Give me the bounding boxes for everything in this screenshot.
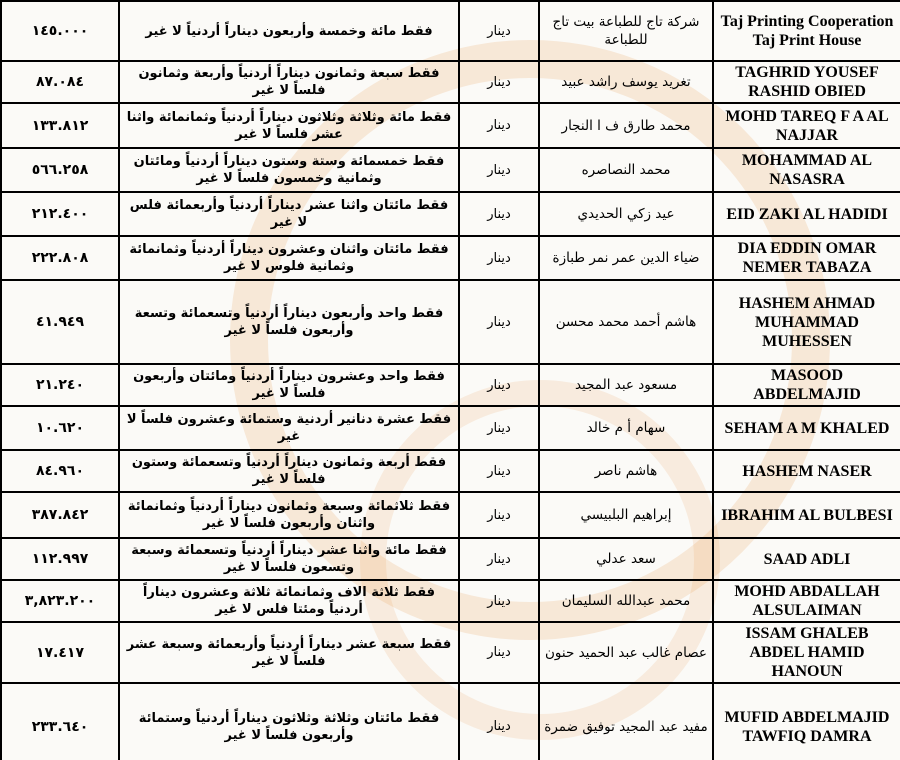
amount-in-words-cell: فقط خمسمائة وستة وستون ديناراً أردنياً ومائتان وثمانية وخمسون فلساً لا غير: [119, 148, 459, 192]
amount-in-words-cell: فقط مائتان وثلاثة وثلاثون ديناراً أردنياً وستمائة وأربعون فلساً لا غير: [119, 683, 459, 760]
currency-cell: دينار: [459, 148, 539, 192]
table-row: [1, 538, 900, 580]
amount-in-words-cell: فقط سبعة عشر ديناراً أردنياً وأربعمائة وسبعة عشر فلساً لا غير: [119, 622, 459, 683]
arabic-name-cell: محمد عبدالله السليمان: [539, 580, 713, 622]
amount-in-words-cell: فقط مائتان واثنا عشر ديناراً أردنياً وأربعمائة فلس لا غير: [119, 192, 459, 236]
amount-in-words-cell: فقط عشرة دنانير أردنية وستمائة وعشرون فلساً لا غير: [119, 406, 459, 450]
arabic-name-cell: تغريد يوسف راشد عبيد: [539, 61, 713, 103]
currency-cell: دينار: [459, 406, 539, 450]
english-name-cell: MOHD TAREQ F A AL NAJJAR: [713, 103, 900, 148]
table-row: [1, 683, 900, 760]
currency-cell: دينار: [459, 580, 539, 622]
table-row: [1, 450, 900, 492]
table-row: [1, 406, 900, 450]
currency-cell: دينار: [459, 364, 539, 406]
amount-cell: ٤١.٩٤٩: [1, 280, 119, 364]
arabic-name-cell: إبراهيم البلبيسي: [539, 492, 713, 538]
arabic-name-cell: عصام غالب عبد الحميد حنون: [539, 622, 713, 683]
currency-cell: دينار: [459, 192, 539, 236]
currency-cell: دينار: [459, 280, 539, 364]
amount-cell: ١١٢.٩٩٧: [1, 538, 119, 580]
english-name-cell: HASHEM AHMAD MUHAMMAD MUHESSEN: [713, 280, 900, 364]
currency-cell: دينار: [459, 622, 539, 683]
currency-cell: دينار: [459, 61, 539, 103]
amount-in-words-cell: فقط مائة وخمسة وأربعون ديناراً أردنياً لا غير: [119, 1, 459, 61]
english-name-cell: MOHAMMAD AL NASASRA: [713, 148, 900, 192]
amount-cell: ١٠.٦٢٠: [1, 406, 119, 450]
english-name-cell: SEHAM A M KHALED: [713, 406, 900, 450]
amount-in-words-cell: فقط مائتان واثنان وعشرون ديناراً أردنياً وثمانمائة وثمانية فلوس لا غير: [119, 236, 459, 280]
arabic-name-cell: سهام أ م خالد: [539, 406, 713, 450]
table-row: [1, 622, 900, 683]
amount-in-words-cell: فقط ثلاثة الاف وثمانمائة ثلاثة وعشرون ديناراً أردنياً ومئتا فلس لا غير: [119, 580, 459, 622]
arabic-name-cell: عيد زكي الحديدي: [539, 192, 713, 236]
english-name-cell: HASHEM NASER: [713, 450, 900, 492]
amount-in-words-cell: فقط أربعة وثمانون ديناراً أردنياً وتسعمائة وستون فلساً لا غير: [119, 450, 459, 492]
arabic-name-cell: محمد النصاصره: [539, 148, 713, 192]
arabic-name-cell: هاشم أحمد محمد محسن: [539, 280, 713, 364]
arabic-name-cell: شركة تاج للطباعة بيت تاج للطباعة: [539, 1, 713, 61]
english-name-cell: EID ZAKI AL HADIDI: [713, 192, 900, 236]
table-row: [1, 492, 900, 538]
english-name-cell: TAGHRID YOUSEF RASHID OBIED: [713, 61, 900, 103]
english-name-cell: MASOOD ABDELMAJID: [713, 364, 900, 406]
english-name-cell: IBRAHIM AL BULBESI: [713, 492, 900, 538]
amount-cell: ٢١.٢٤٠: [1, 364, 119, 406]
table-row: [1, 236, 900, 280]
table-row: [1, 192, 900, 236]
amount-cell: ٢١٢.٤٠٠: [1, 192, 119, 236]
english-name-cell: DIA EDDIN OMAR NEMER TABAZA: [713, 236, 900, 280]
currency-cell: دينار: [459, 683, 539, 760]
table-row: [1, 364, 900, 406]
currency-cell: دينار: [459, 103, 539, 148]
amount-cell: ٣,٨٢٣.٢٠٠: [1, 580, 119, 622]
english-name-cell: SAAD ADLI: [713, 538, 900, 580]
amount-cell: ٨٧.٠٨٤: [1, 61, 119, 103]
amount-in-words-cell: فقط سبعة وثمانون ديناراً أردنياً وأربعة وثمانون فلساً لا غير: [119, 61, 459, 103]
arabic-name-cell: مسعود عبد المجيد: [539, 364, 713, 406]
amount-in-words-cell: فقط واحد وعشرون ديناراً أردنياً ومائتان وأربعون فلساً لا غير: [119, 364, 459, 406]
english-name-cell: MOHD ABDALLAH ALSULAIMAN: [713, 580, 900, 622]
table-row: [1, 580, 900, 622]
amount-cell: ٣٨٧.٨٤٢: [1, 492, 119, 538]
arabic-name-cell: هاشم ناصر: [539, 450, 713, 492]
amount-in-words-cell: فقط مائة واثنا عشر ديناراً أردنياً وتسعمائة وسبعة وتسعون فلساً لا غير: [119, 538, 459, 580]
arabic-name-cell: مفيد عبد المجيد توفيق ضمرة: [539, 683, 713, 760]
amount-in-words-cell: فقط مائة وثلاثة وثلاثون ديناراً أردنياً وثمانمائة واثنا عشر فلساً لا غير: [119, 103, 459, 148]
table-row: [1, 1, 900, 61]
amount-cell: ٥٦٦.٢٥٨: [1, 148, 119, 192]
arabic-name-cell: محمد طارق ف ا النجار: [539, 103, 713, 148]
english-name-cell: Taj Printing Cooperation Taj Print House: [713, 1, 900, 61]
currency-cell: دينار: [459, 236, 539, 280]
amount-cell: ٢٣٣.٦٤٠: [1, 683, 119, 760]
currency-cell: دينار: [459, 538, 539, 580]
table-row: [1, 61, 900, 103]
arabic-name-cell: ضياء الدين عمر نمر طبازة: [539, 236, 713, 280]
payees-table-body: [1, 1, 900, 760]
english-name-cell: ISSAM GHALEB ABDEL HAMID HANOUN: [713, 622, 900, 683]
table-row: [1, 148, 900, 192]
amount-cell: ١٤٥.٠٠٠: [1, 1, 119, 61]
amount-in-words-cell: فقط ثلاثمائة وسبعة وثمانون ديناراً أردنياً وثمانمائة واثنان وأربعون فلساً لا غير: [119, 492, 459, 538]
arabic-name-cell: سعد عدلي: [539, 538, 713, 580]
amount-cell: ٨٤.٩٦٠: [1, 450, 119, 492]
table-row: [1, 103, 900, 148]
currency-cell: دينار: [459, 1, 539, 61]
english-name-cell: MUFID ABDELMAJID TAWFIQ DAMRA: [713, 683, 900, 760]
table-row: [1, 280, 900, 364]
amount-cell: ٢٢٢.٨٠٨: [1, 236, 119, 280]
currency-cell: دينار: [459, 450, 539, 492]
currency-cell: دينار: [459, 492, 539, 538]
amount-cell: ١٣٣.٨١٢: [1, 103, 119, 148]
amount-in-words-cell: فقط واحد وأربعون ديناراً أردنياً وتسعمائة وتسعة وأربعون فلساً لا غير: [119, 280, 459, 364]
amount-cell: ١٧.٤١٧: [1, 622, 119, 683]
